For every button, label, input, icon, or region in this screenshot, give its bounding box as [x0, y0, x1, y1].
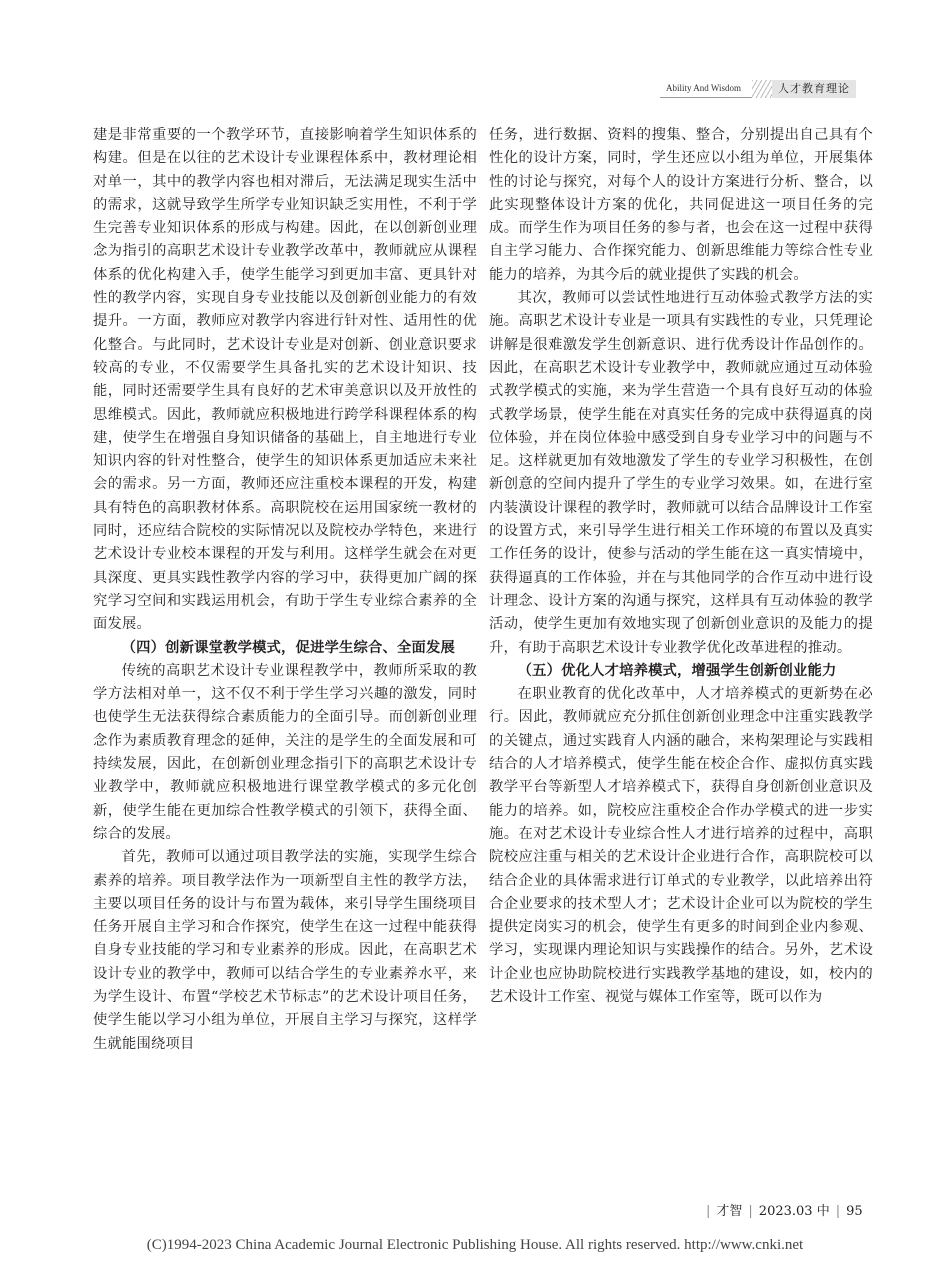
running-header: [660, 80, 856, 98]
copyright-notice: (C)1994-2023 China Academic Journal Electronic Publishing House. All rights reserved. http://www.cnki.net: [146, 1237, 804, 1253]
left-paragraph-2: 传统的高职艺术设计专业课程教学中，教师所采取的教学方法相对单一，这不仅不利于学生学习兴趣的激发，同时也使学生无法获得综合素质能力的全面引导。而创新创业理念作为素质教育理念的延伸，关注的是学生的全面发展和可持续发展，因此，在创新创业理念指引下的高职艺术设计专业教学中，教师就应积极地进行课堂教学模式的多元化创新，使学生能在更加综合性教学模式的引领下，获得全面、综合的发展。: [93, 662, 477, 842]
footer-issue: 2023.03 中: [758, 1204, 830, 1219]
header-rule: [660, 97, 752, 98]
right-paragraph-2: 其次，教师可以尝试性地进行互动体验式教学方法的实施。高职艺术设计专业是一项具有实践性的专业，只凭理论讲解是很难激发学生创新意识、进行优秀设计作品创作的。因此，在高职艺术设计专业教学中，教师就应通过互动体验式教学模式的实施，来为学生营造一个具有良好互动的体验式教学场景，使学生能在对真实任务的完成中获得逼真的岗位体验，并在岗位体验中感受到自身专业学习中的问题与不足。这样就更加有效地激发了学生的专业学习积极性，在创新创意的空间内提升了学生的专业学习效果。如，在进行室内装潢设计课程的教学时，教师就可以结合品牌设计工作室的设置方式，来引导学生进行相关工作环境的布置以及真实工作任务的设计，使参与活动的学生能在这一真实情境中，获得逼真的工作体验，并在与其他同学的合作互动中进行设计理念、设计方案的沟通与探究，这样具有互动体验的教学活动，使学生更加有效地实现了创新创业意识的及能力的提升，有助于高职艺术设计专业教学优化改革进程的推动。: [489, 290, 873, 656]
left-paragraph-1: 建是非常重要的一个教学环节，直接影响着学生知识体系的构建。但是在以往的艺术设计专业课程体系中，教材理论相对单一，其中的教学内容也相对滞后，无法满足现实生活中的需求，这就导致学生所学专业知识缺乏实用性，不利于学生完善专业知识体系的形成与构建。因此，在以创新创业理念为指引的高职艺术设计专业教学改革中，教师就应从课程体系的优化构建入手，使学生能学习到更加丰富、更具针对性的教学内容，实现自身专业技能以及创新创业能力的有效提升。一方面，教师应对教学内容进行针对性、适用性的优化整合。与此同时，艺术设计专业是对创新、创业意识要求较高的专业，不仅需要学生具备扎实的艺术设计知识、技能，同时还需要学生具有良好的艺术审美意识以及开放性的思维模式。因此，教师就应积极地进行跨学科课程体系的构建，使学生在增强自身知识储备的基础上，自主地进行专业知识内容的针对性整合，使学生的知识体系更加适应未来社会的需求。另一方面，教师还应注重校本课程的开发，构建具有特色的高职教材体系。高职院校在运用国家统一教材的同时，还应结合院校的实际情况以及院校办学特色，来进行艺术设计专业校本课程的开发与利用。这样学生就会在对更具深度、更具实践性教学内容的学习中，获得更加广阔的探究学习空间和实践运用机会，有助于学生专业综合素养的全面发展。: [93, 127, 477, 633]
section-heading-5: （五）优化人才培养模式，增强学生创新创业能力: [517, 662, 837, 679]
right-paragraph-3: 在职业教育的优化改革中，人才培养模式的更新势在必行。因此，教师就应充分抓住创新创业理念中注重实践教学的关键点，通过实践育人内涵的融合，来构架理论与实践相结合的人才培养模式，使学生能在校企合作、虚拟仿真实践教学平台等新型人才培养模式下，获得自身创新创业意识及能力的培养。如，院校应注重校企合作办学模式的进一步实施。在对艺术设计专业综合性人才进行培养的过程中，高职院校应注重与相关的艺术设计企业进行合作，高职院校可以结合企业的具体需求进行订单式的专业教学，以此培养出符合企业要求的技术型人才；艺术设计企业可以为院校的学生提供定岗实习的机会，使学生有更多的时间到企业内参观、学习，实现课内理论知识与实践操作的结合。另外，艺术设计企业也应协助院校进行实践教学基地的建设，如，校内的艺术设计工作室、视觉与媒体工作室等，既可以作为: [489, 686, 873, 1005]
footer-journal: 才智: [716, 1204, 743, 1219]
section-heading-4: （四）创新课堂教学模式，促进学生综合、全面发展: [121, 639, 456, 656]
footer-page-number: 95: [846, 1204, 863, 1219]
left-paragraph-3: 首先，教师可以通过项目教学法的实施，实现学生综合素养的培养。项目教学法作为一项新型自主性的教学方法，主要以项目任务的设计与布置为载体，来引导学生围绕项目任务开展自主学习和合作探究，使学生在这一过程中能获得自身专业技能的学习和专业素养的形成。因此，在高职艺术设计专业的教学中，教师可以结合学生的专业素养水平，来为学生设计、布置“学校艺术节标志”的艺术设计项目任务，使学生能以学习小组为单位，开展自主学习与探究，这样学生就能围绕项目: [93, 849, 477, 1052]
right-column: [489, 124, 873, 1009]
page-footer: | 才智 | 2023.03 中 | 95: [706, 1204, 863, 1219]
right-paragraph-1: 任务，进行数据、资料的搜集、整合，分别提出自己具有个性化的设计方案，同时，学生还应以小组为单位，开展集体性的讨论与探究，对每个人的设计方案进行分析、整合，以此实现整体设计方案的优化，共同促进这一项目任务的完成。而学生作为项目任务的参与者，也会在这一过程中获得自主学习能力、合作探究能力、创新思维能力等综合性专业能力的培养，为其今后的就业提供了实践的机会。: [489, 127, 873, 283]
header-section-tag: 人才教育理论: [772, 80, 856, 98]
header-hatch-decoration: [752, 80, 774, 98]
header-english-label: Ability And Wisdom: [666, 83, 741, 93]
left-column: [93, 124, 477, 1056]
